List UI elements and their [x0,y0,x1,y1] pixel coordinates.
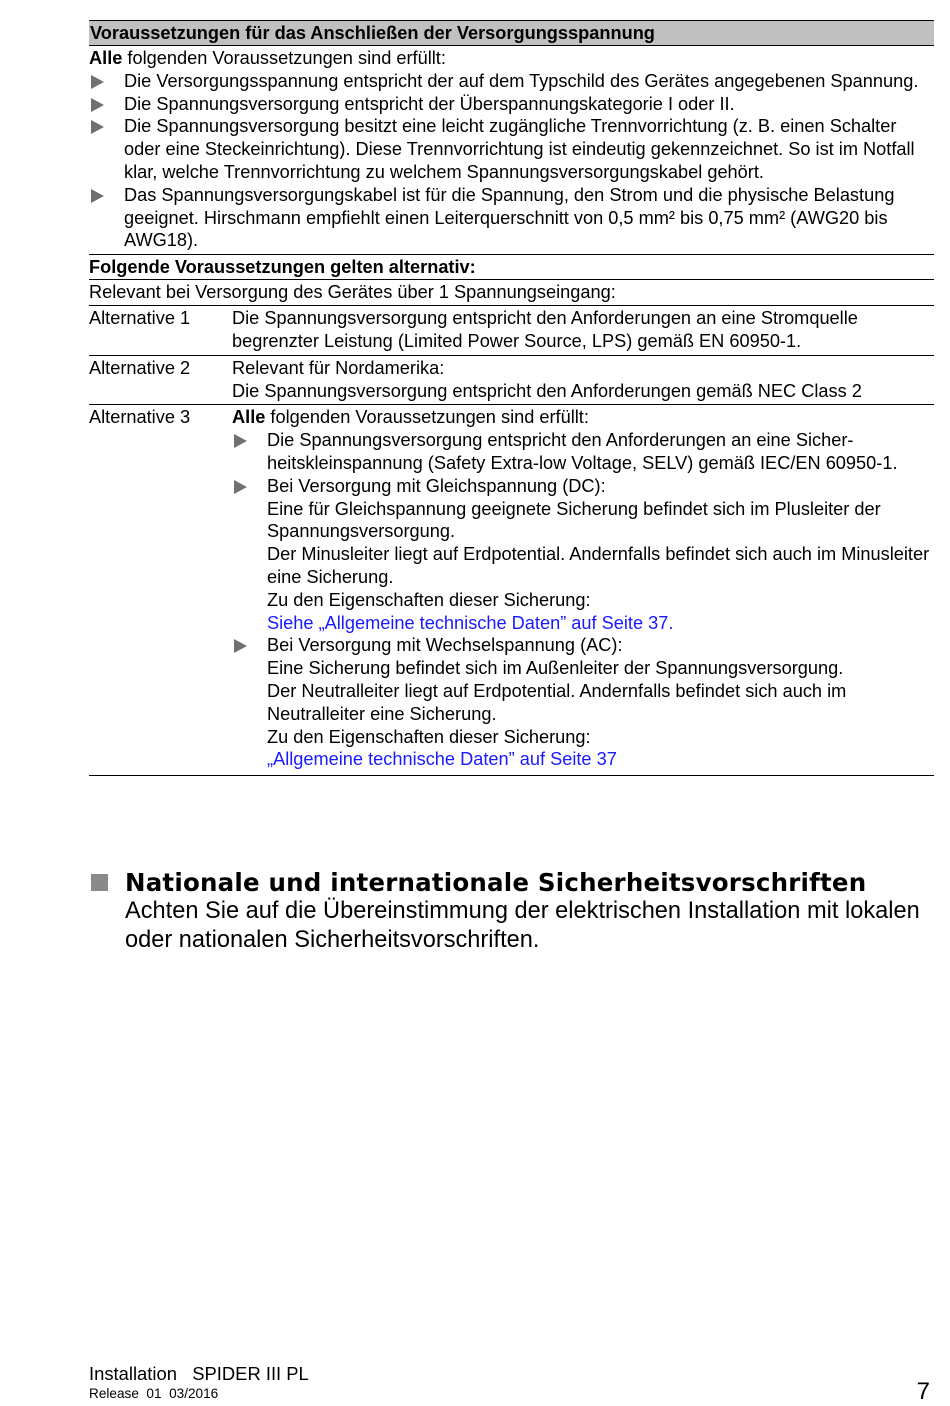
section-body: Achten Sie auf die Übereinstimmung der elektrischen Installation mit lokalen oder nationalen Sicherheitsvorschriften. [125,898,920,953]
list-item: Die Spannungsversorgung besitzt eine leicht zugängliche Trennvorrichtung (z. B. einen Schalter oder eine Steckeinrichtung). Diese Trennvorrichtung ist eindeutig gekennzeichnet. So ist im Notfall klar, welche Trennvorrichtung zu welchem Spannungsversorgungskabel gehört. [89,115,934,183]
section-header: Voraussetzungen für das Anschließen der Versorgungsspannung [89,20,934,46]
intro-rest: folgenden Voraussetzungen sind erfüllt: [122,48,446,68]
list-item: Die Versorgungsspannung entspricht der auf dem Typschild des Gerätes angegebenen Spannung. [89,70,934,93]
list-item: Bei Versorgung mit Wechselspannung (AC): Eine Sicherung befindet sich im Außenleiter der Spannungsversorgung. Der Neutralleiter liegt auf Erdpotential. Andernfalls befindet sich auch im Neutralleiter eine Sicherung. Zu den Eigenschaften dieser Sicherung: „Allgemeine technische Daten” auf Seite 37 [232,634,934,771]
intro-bold: Alle [89,48,123,68]
section-title: Nationale und internationale Sicherheitsvorschriften [125,868,867,897]
requirements-list [89,70,934,252]
requirements-block [89,20,934,776]
triangle-bullet-icon [91,98,104,112]
triangle-bullet-icon [91,120,104,134]
alternative-text: Alle folgenden Voraussetzungen sind erfüllt: Die Spannungsversorgung entspricht den Anforderungen an eine Sicher-heitskleinspannung (Safety Extra-low Voltage, SELV) gemäß IEC/EN 60950-1. Bei Versorgung mit Gleichspannung (DC): Eine für Gleichspannung geeignete Sicherung befindet sich im Plusleiter der Spannungsversorgung. Der Minusleiter liegt auf Erdpotential. Andernfalls befindet sich auch im Minusleiter eine Sicherung. Zu den Eigenschaften dieser Sicherung: Siehe „Allgemeine technische Daten” auf Seite 37. Bei Versorgung mit Wechselspannung (AC): Eine Sicherung befindet sich im Außenleiter der Spannungsversorgung. Der Neutralleiter liegt auf Erdpotential. Andernfalls befindet sich auch im Neutralleiter eine Sicherung. Zu den Eigenschaften dieser Sicherung: „Allgemeine technische Daten” auf Seite 37 [232,406,934,771]
list-item: Bei Versorgung mit Gleichspannung (DC): Eine für Gleichspannung geeignete Sicherung befindet sich im Plusleiter der Spannungsversorgung. Der Minusleiter liegt auf Erdpotential. Andernfalls befindet sich auch im Minusleiter eine Sicherung. Zu den Eigenschaften dieser Sicherung: Siehe „Allgemeine technische Daten” auf Seite 37. [232,475,934,635]
alternative-label: Alternative 1 [89,308,191,329]
square-section-icon [91,874,108,891]
page-number: 7 [916,1378,930,1405]
alternatives-relevance: Relevant bei Versorgung des Gerätes über 1 Spannungseingang: [89,280,934,306]
alternative-3-list [232,429,934,771]
alternative-row-1 [89,306,934,356]
safety-section [89,869,934,955]
alternatives-header: Folgende Voraussetzungen gelten alternativ: [89,254,934,280]
requirements-intro [89,47,934,70]
triangle-bullet-icon [234,480,247,494]
cross-reference-link[interactable]: „Allgemeine technische Daten” auf Seite 37 [267,749,617,770]
triangle-bullet-icon [91,75,104,89]
alternative-row-2 [89,356,934,406]
triangle-bullet-icon [91,189,104,203]
alternative-row-3 [89,405,934,776]
footer-release: Release 01 03/2016 [89,1386,219,1401]
footer-product: Installation SPIDER III PL [89,1363,309,1384]
alternative-label: Alternative 2 [89,357,191,378]
list-item: Die Spannungsversorgung entspricht den Anforderungen an eine Sicher-heitskleinspannung (Safety Extra-low Voltage, SELV) gemäß IEC/EN 60950-1. [232,429,934,475]
list-item: Die Spannungsversorgung entspricht der Überspannungskategorie I oder II. [89,93,934,116]
triangle-bullet-icon [234,639,247,653]
list-item: Das Spannungsversorgungskabel ist für die Spannung, den Strom und die physische Belastung geeignet. Hirschmann empfiehlt einen Leiterquerschnitt von 0,5 mm² bis 0,75 mm² (AWG20 bis AWG18). [89,184,934,252]
alternative-text: Relevant für Nordamerika: Die Spannungsversorgung entspricht den Anforderungen gemäß NEC Class 2 [232,357,862,401]
triangle-bullet-icon [234,434,247,448]
alternative-text: Die Spannungsversorgung entspricht den Anforderungen an eine Stromquelle begrenzter Leistung (Limited Power Source, LPS) gemäß EN 60950-1. [232,308,858,351]
cross-reference-link[interactable]: Siehe „Allgemeine technische Daten” auf Seite 37. [267,612,674,633]
alternative-label: Alternative 3 [89,407,191,428]
